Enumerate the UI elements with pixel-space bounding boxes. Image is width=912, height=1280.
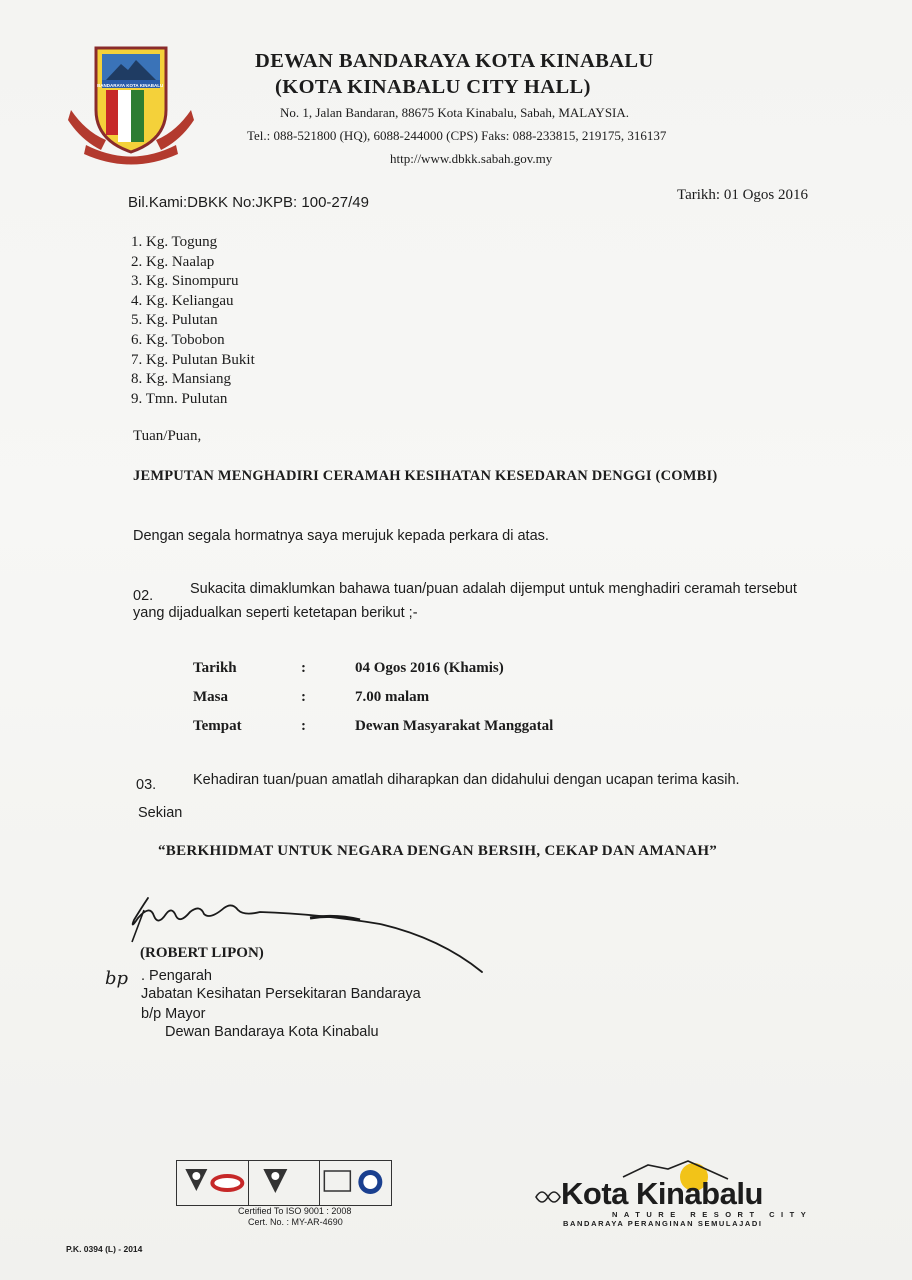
letter-date: Tarikh: 01 Ogos 2016: [677, 187, 809, 203]
org-address: No. 1, Jalan Bandaran, 88675 Kota Kinabalu, Sabah, MALAYSIA.: [280, 105, 630, 120]
motto: “BERKHIDMAT UNTUK NEGARA DENGAN BERSIH, CEKAP DAN AMANAH”: [158, 843, 718, 859]
certificate-number: Cert. No. : MY-AR-4690: [248, 1217, 343, 1227]
list-item: 9. Tmn. Pulutan: [131, 390, 228, 407]
list-item: 1. Kg. Togung: [131, 234, 218, 250]
crest-banner: BANDARAYA KOTA KINABALU: [97, 83, 164, 88]
schedule-value: 04 Ogos 2016 (Khamis): [355, 660, 504, 676]
signatory-position-1: . Pengarah: [141, 968, 212, 984]
org-name: DEWAN BANDARAYA KOTA KINABALU: [255, 50, 654, 72]
city-crest-icon: [66, 40, 196, 165]
paragraph-2-line-1: Sukacita dimaklumkan bahawa tuan/puan adalah dijemput untuk menghadiri ceramah tersebut: [190, 581, 797, 597]
schedule-label: Tempat: [193, 718, 242, 734]
footer-logo-word: Kota Kinabalu: [561, 1176, 763, 1211]
list-item: 7. Kg. Pulutan Bukit: [131, 351, 255, 368]
list-item: 4. Kg. Keliangau: [131, 292, 234, 309]
closing: Sekian: [138, 805, 183, 821]
handwritten-signature: [120, 890, 500, 980]
footer-logo-tagline-en: NATURE RESORT CITY: [612, 1210, 813, 1219]
letter-subject: JEMPUTAN MENGHADIRI CERAMAH KESIHATAN KESEDARAN DENGGI (COMBI): [133, 468, 718, 484]
schedule-label: Tarikh: [193, 660, 237, 676]
salutation: Tuan/Puan,: [133, 428, 202, 444]
org-name-en: (KOTA KINABALU CITY HALL): [275, 76, 591, 98]
org-website: http://www.dbkk.sabah.gov.my: [390, 151, 553, 166]
list-item: 3. Kg. Sinompuru: [131, 273, 239, 290]
footer-logo-tagline-ms: BANDARAYA PERANGINAN SEMULAJADI: [563, 1219, 763, 1228]
signatory-position-2: Jabatan Kesihatan Persekitaran Bandaraya: [141, 986, 421, 1002]
paragraph-2-line-2: yang dijadualkan seperti ketetapan berikut ;-: [133, 605, 418, 621]
schedule-separator: :: [301, 689, 306, 705]
form-code: P.K. 0394 (L) - 2014: [66, 1244, 143, 1254]
list-item: 8. Kg. Mansiang: [131, 371, 231, 388]
recipient-list: [131, 233, 255, 409]
list-item: 2. Kg. Naalap: [131, 253, 215, 270]
paragraph-3-text: Kehadiran tuan/puan amatlah diharapkan dan didahului dengan ucapan terima kasih.: [193, 772, 740, 788]
iqnet-icon: [320, 1161, 391, 1205]
paragraph-3-number: 03.: [136, 777, 157, 793]
iso-certification: Certified To ISO 9001 : 2008: [238, 1206, 352, 1216]
paragraph-1: Dengan segala hormatnya saya merujuk kepada perkara di atas.: [133, 528, 549, 544]
quality-system-icon: [249, 1161, 321, 1205]
list-item: 5. Kg. Pulutan: [131, 312, 218, 329]
schedule-value: 7.00 malam: [355, 689, 430, 705]
reference-number: Bil.Kami:DBKK No:JKPB: 100-27/49: [128, 194, 369, 211]
list-item: 6. Kg. Tobobon: [131, 331, 225, 348]
org-contacts: Tel.: 088-521800 (HQ), 6088-244000 (CPS) Faks: 088-233815, 219175, 316137: [247, 128, 667, 143]
schedule-label: Masa: [193, 689, 228, 705]
schedule-separator: :: [301, 660, 306, 676]
schedule-value: Dewan Masyarakat Manggatal: [355, 718, 554, 734]
paragraph-2-number: 02.: [133, 588, 154, 604]
schedule-separator: :: [301, 718, 306, 734]
handwritten-bp-note: bp: [105, 968, 129, 989]
signatory-position-4: Dewan Bandaraya Kota Kinabalu: [165, 1024, 379, 1040]
signatory-name: (ROBERT LIPON): [140, 945, 264, 961]
signatory-position-3: b/p Mayor: [141, 1006, 206, 1022]
sirim-quality-icon: [177, 1161, 249, 1205]
certification-logos: [176, 1160, 392, 1206]
